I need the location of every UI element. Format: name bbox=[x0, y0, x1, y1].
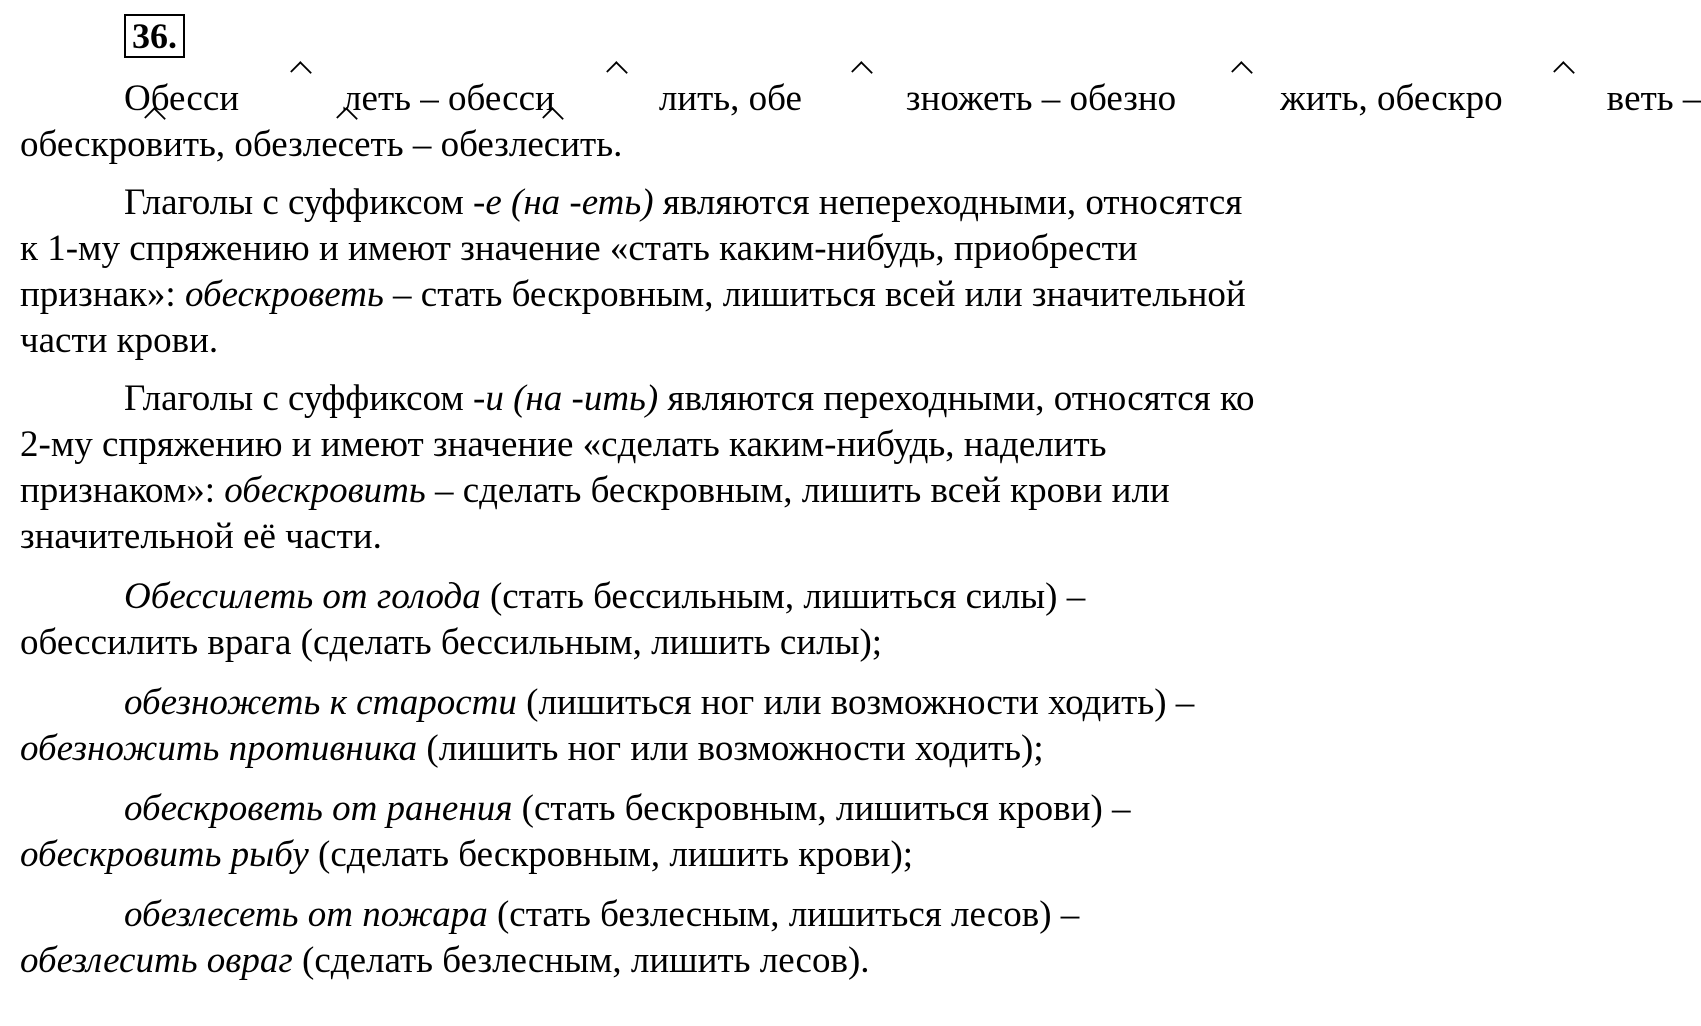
suffix-e-line-4: части крови. bbox=[20, 320, 219, 361]
suffix-hat-mark: л bbox=[555, 76, 677, 122]
example-phrase-2: обессилить врага (сделать бессильным, лишить силы); bbox=[20, 622, 883, 663]
suffix-hat-mark: в bbox=[146, 122, 163, 168]
suffix-i-line-4: значительной её части. bbox=[20, 516, 382, 557]
example-pair-4: обезлесеть от пожара (стать безлесным, лишиться лесов) – обезлесить овраг (сделать безлесным, лишить лесов). bbox=[20, 894, 1080, 981]
example-phrase: обезножеть к старости bbox=[124, 682, 517, 723]
example-pair-2: обезножеть к старости (лишиться ног или возможности ходить) – обезножить противника (лишить ног или возможности ходить); bbox=[20, 682, 1195, 769]
example-pair-1: Обессилеть от голода (стать бессильным, лишиться силы) – обессилить врага (сделать бессильным, лишить силы); bbox=[20, 576, 1086, 663]
paragraph-word-pairs bbox=[20, 76, 1701, 168]
suffix-hat-mark: с bbox=[338, 122, 354, 168]
example-phrase-2: обезлесить овраг bbox=[20, 940, 293, 981]
document-page bbox=[20, 10, 1701, 984]
suffix-hat-mark: ж bbox=[1176, 76, 1306, 122]
word-pairs-line-1: Обесси леть – обесси лить, обе зножеть – обезно жить, обескро веть – bbox=[20, 76, 1380, 122]
suffix-e-term: -е (на -еть) bbox=[473, 182, 654, 223]
example-pair-3: обескроветь от ранения (стать бескровным, лишиться крови) – обескровить рыбу (сделать бескровным, лишить крови); bbox=[20, 788, 1131, 875]
paragraph-suffix-e bbox=[20, 180, 1380, 364]
example-phrase: Обессилеть от голода bbox=[124, 576, 481, 617]
exercise-number-box: 36. bbox=[124, 14, 185, 58]
word-pairs-line-2: обескровить, обезлесеть – обезлесить. bbox=[20, 122, 1380, 168]
suffix-i-term: -и (на -ить) bbox=[473, 378, 659, 419]
example-phrase: обезлесеть от пожара bbox=[124, 894, 488, 935]
suffix-hat-mark: в bbox=[1503, 76, 1624, 122]
exercise-number bbox=[20, 10, 1380, 62]
suffix-hat-mark: л bbox=[239, 76, 361, 122]
suffix-i-line-3: признаком»: обескровить – сделать бескровным, лишить всей крови или bbox=[20, 470, 1170, 511]
suffix-e-line-2: к 1-му спряжению и имеют значение «стать каким-нибудь, приобрести bbox=[20, 228, 1138, 269]
suffix-i-line-2: 2-му спряжению и имеют значение «сделать каким-нибудь, наделить bbox=[20, 424, 1107, 465]
suffix-e-line-3: признак»: обескроветь – стать бескровным, лишиться всей или значительной bbox=[20, 274, 1246, 315]
suffix-hat-mark: з bbox=[802, 76, 921, 122]
example-word: обескровить bbox=[224, 470, 426, 511]
example-phrase: обескроветь от ранения bbox=[124, 788, 513, 829]
example-phrase-2: обезножить противника bbox=[20, 728, 418, 769]
suffix-i-line-1: Глаголы с суффиксом -и (на -ить) являются переходными, относятся ко bbox=[124, 378, 1255, 419]
example-phrase-2: обескровить рыбу bbox=[20, 834, 309, 875]
suffix-hat-mark: с bbox=[544, 122, 560, 168]
example-word: обескроветь bbox=[184, 274, 384, 315]
paragraph-suffix-i bbox=[20, 376, 1380, 560]
suffix-e-line-1: Глаголы с суффиксом -е (на -еть) являются непереходными, относятся bbox=[124, 182, 1243, 223]
